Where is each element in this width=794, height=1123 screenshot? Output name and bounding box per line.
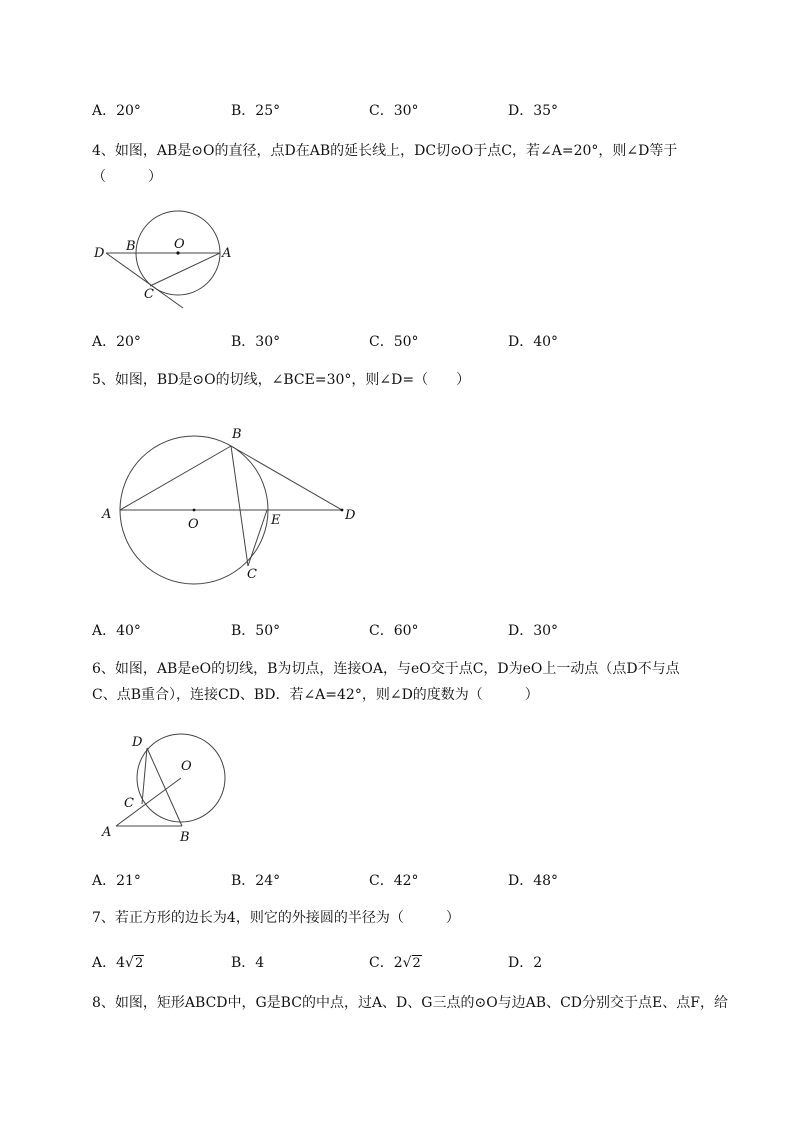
- q7-option-c-prefix: C．2: [369, 955, 403, 971]
- q5-figure: [96, 420, 366, 590]
- q6-label-d: D: [132, 735, 143, 750]
- q5-option-d: D．30°: [508, 623, 559, 639]
- q4-option-c: C．50°: [369, 334, 419, 350]
- q4-options: [92, 331, 712, 351]
- q6-label-c: C: [124, 796, 134, 811]
- q6-figure: [96, 728, 236, 848]
- q3-options: [92, 100, 712, 120]
- q5-option-c: C．60°: [369, 623, 419, 639]
- q7-option-d: D．2: [508, 955, 543, 971]
- q4-label-o: O: [174, 237, 185, 252]
- q4-option-a: A．20°: [92, 334, 141, 350]
- sqrt-symbol: √2: [125, 955, 144, 971]
- q6-option-a: A．21°: [92, 873, 141, 889]
- q5-tangent-bd: [231, 446, 342, 510]
- q6-option-b: B．24°: [231, 873, 281, 889]
- q4-label-c: C: [144, 287, 154, 302]
- q4-option-d: D．40°: [508, 334, 559, 350]
- q6-text-line1: 6、如图，AB是eO的切线，B为切点，连接OA，与eO交于点C，D为eO上一动点（点D不与点: [92, 661, 680, 677]
- q6-label-b: B: [180, 830, 190, 845]
- q5-option-b: B．50°: [231, 623, 281, 639]
- q4-figure: [88, 200, 248, 315]
- q5-line-ab: [120, 446, 231, 510]
- q3-option-a: A．20°: [92, 103, 141, 119]
- q4-label-a: A: [222, 246, 232, 261]
- q7-text-line1: 7、若正方形的边长为4，则它的外接圆的半径为（ ）: [92, 910, 460, 926]
- q6-option-d: D．48°: [508, 873, 559, 889]
- q7-option-c: [369, 952, 422, 972]
- q6-line-db: [147, 748, 182, 826]
- q7-option-c-radicand: 2: [412, 956, 421, 971]
- q4-label-d: D: [94, 246, 105, 261]
- q5-label-o: O: [188, 517, 199, 532]
- q5-line-ce: [248, 510, 267, 566]
- q3-option-d: D．35°: [508, 103, 559, 119]
- q4-text-line2: （ ）: [92, 169, 162, 185]
- q5-point-d: [341, 509, 344, 512]
- q5-center-point: [193, 509, 196, 512]
- q6-label-a: A: [102, 825, 112, 840]
- q5-line-bc: [231, 446, 248, 566]
- q5-text-line1: 5、如图，BD是⊙O的切线，∠BCE=30°，则∠D=（ ）: [92, 372, 471, 388]
- q6-text-line2: C、点B重合），连接CD、BD．若∠A=42°，则∠D的度数为（ ）: [92, 687, 539, 703]
- q4-label-b: B: [126, 239, 136, 254]
- q5-option-a: A．40°: [92, 623, 141, 639]
- q7-option-a-radicand: 2: [134, 956, 144, 971]
- q7-options: [92, 952, 712, 972]
- q5-options: [92, 620, 712, 640]
- q6-label-o: O: [181, 759, 192, 774]
- q5-label-b: B: [232, 427, 242, 442]
- q7-option-a: [92, 952, 144, 972]
- sqrt-symbol: √2: [402, 955, 421, 971]
- q7-option-a-prefix: A．4: [92, 955, 126, 971]
- q4-text-line1: 4、如图，AB是⊙O的直径，点D在AB的延长线上，DC切⊙O于点C，若∠A=20°，则∠D等于: [92, 143, 678, 159]
- q6-options: [92, 870, 712, 890]
- q3-option-c: C．30°: [369, 103, 419, 119]
- q8-text-line1: 8、如图，矩形ABCD中，G是BC的中点，过A、D、G三点的⊙O与边AB、CD分别交于点E、点F，给: [92, 995, 728, 1011]
- q5-label-d: D: [345, 508, 356, 523]
- q4-option-b: B．30°: [231, 334, 281, 350]
- q3-option-b: B．25°: [231, 103, 281, 119]
- q6-option-c: C．42°: [369, 873, 419, 889]
- q5-label-e: E: [271, 513, 281, 528]
- q7-option-b: B．4: [231, 955, 265, 971]
- q5-label-a: A: [102, 507, 112, 522]
- q5-label-c: C: [247, 567, 257, 582]
